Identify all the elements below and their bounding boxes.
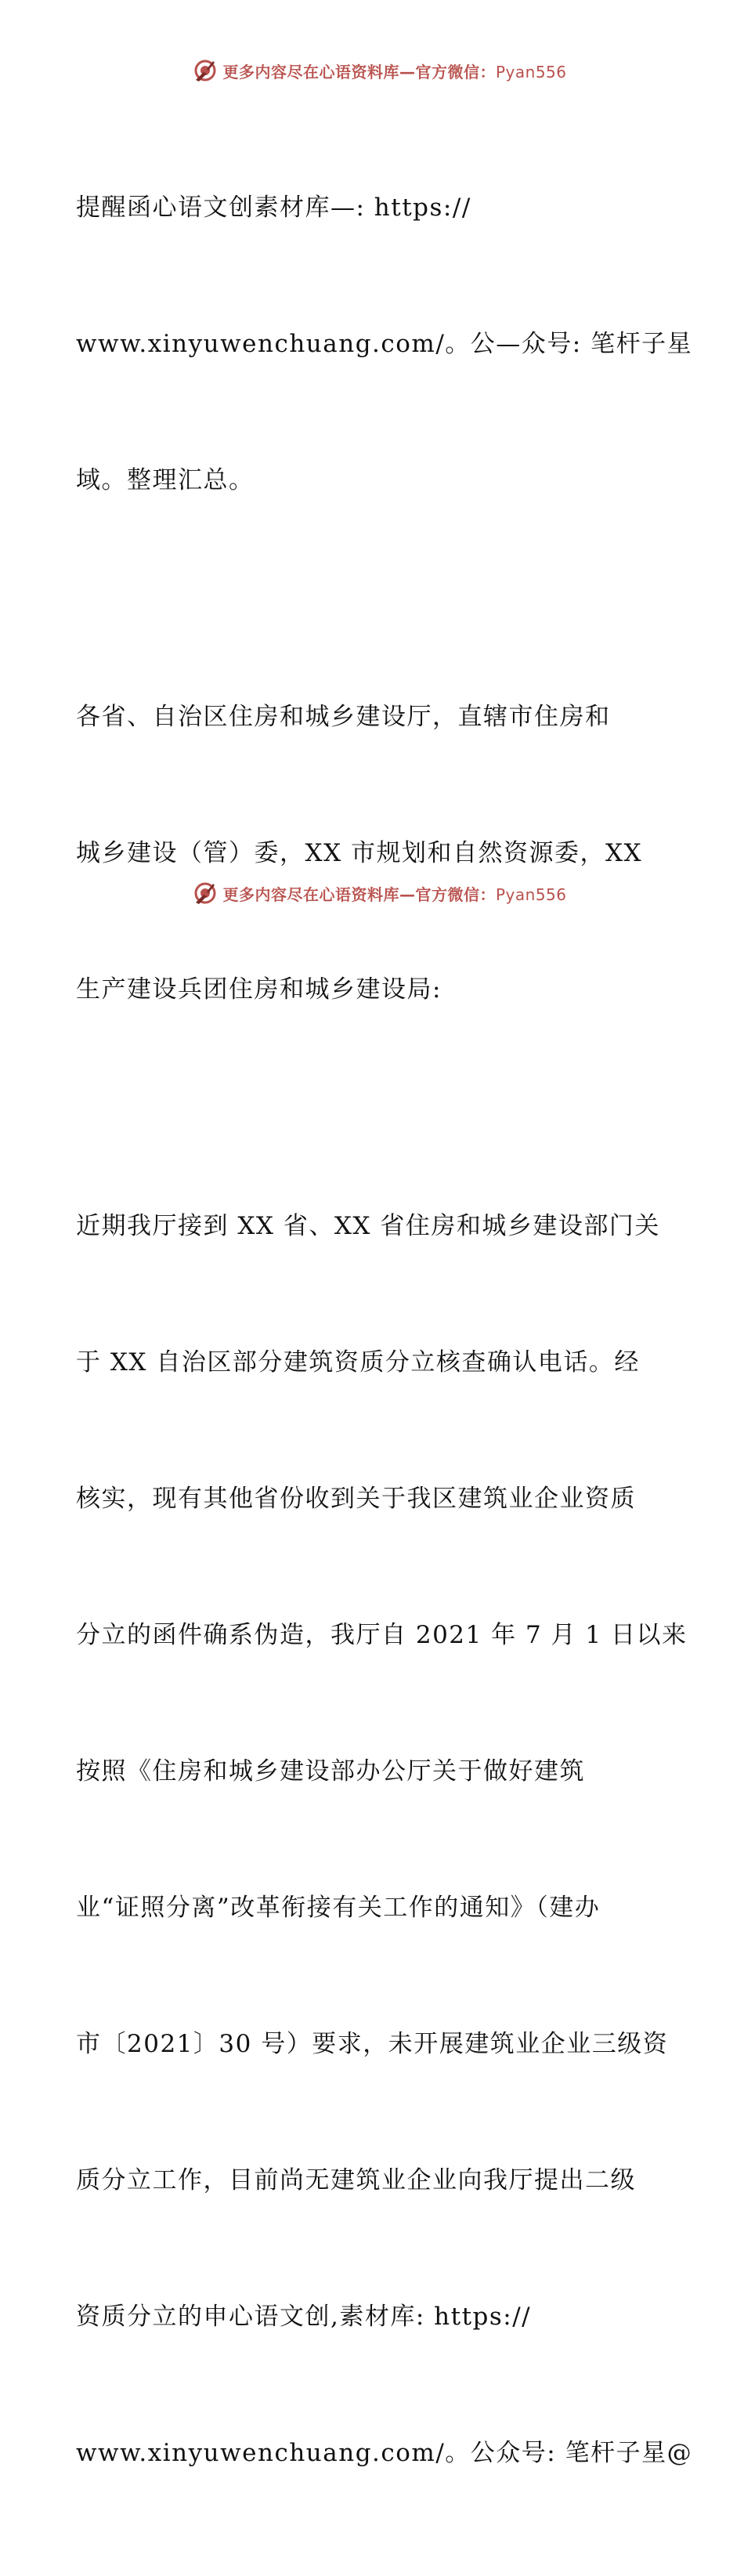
text-line: 近期我厅接到 XX 省、XX 省住房和城乡建设部门关 bbox=[76, 1212, 660, 1240]
text-line: 提醒函心语文创素材库—: https:// bbox=[76, 194, 471, 222]
banner-wechat-id: Pyan556 bbox=[495, 885, 567, 904]
text-line: www.xinyuwenchuang.com/。公众号: 笔杆子星@ bbox=[76, 2439, 693, 2467]
banner-text bbox=[222, 882, 566, 905]
text-line: 生产建设兵团住房和城乡建设局: bbox=[76, 975, 442, 1004]
text-line: 业“证照分离”改革衔接有关工作的通知》（建办 bbox=[76, 1894, 601, 1922]
document-body bbox=[76, 94, 693, 2576]
banner-wechat-id: Pyan556 bbox=[495, 62, 567, 81]
banner-text bbox=[222, 60, 566, 82]
paragraph-1 bbox=[76, 94, 693, 594]
text-line: 核实，现有其他省份收到关于我区建筑业企业资质 bbox=[76, 1485, 636, 1513]
header-banner-content bbox=[193, 58, 566, 83]
text-line: 城乡建设（管）委，XX 市规划和自然资源委，XX bbox=[76, 839, 643, 867]
footer-banner bbox=[0, 877, 744, 909]
header-banner bbox=[0, 55, 744, 86]
text-line: 市〔2021〕30 号）要求，未开展建筑业企业三级资 bbox=[76, 2030, 669, 2058]
text-line: 于 XX 自治区部分建筑资质分立核查确认电话。经 bbox=[76, 1348, 640, 1377]
text-line: 分立的函件确系伪造，我厅自 2021 年 7 月 1 日以来 bbox=[76, 1621, 688, 1649]
footer-banner-content bbox=[193, 881, 566, 906]
text-line: 资质分立的申心语文创,素材库: https:// bbox=[76, 2303, 532, 2331]
text-line: 各省、自治区住房和城乡建设厅，直辖市住房和 bbox=[76, 703, 611, 731]
fountain-pen-circle-icon bbox=[193, 881, 218, 906]
paragraph-2 bbox=[76, 603, 679, 1103]
text-line: 域。整理汇总。 bbox=[76, 466, 255, 494]
text-line: www.xinyuwenchuang.com/。公—众号: 笔杆子星 bbox=[76, 330, 693, 358]
text-line: 质分立工作，目前尚无建筑业企业向我厅提出二级 bbox=[76, 2166, 636, 2194]
banner-brand-text: 更多内容尽在心语资料库—官方微信： bbox=[222, 885, 496, 904]
paragraph-3 bbox=[76, 1113, 693, 2567]
fountain-pen-circle-icon bbox=[193, 58, 218, 83]
banner-brand-text: 更多内容尽在心语资料库—官方微信： bbox=[222, 62, 496, 81]
text-line: 按照《住房和城乡建设部办公厅关于做好建筑 bbox=[76, 1757, 585, 1785]
